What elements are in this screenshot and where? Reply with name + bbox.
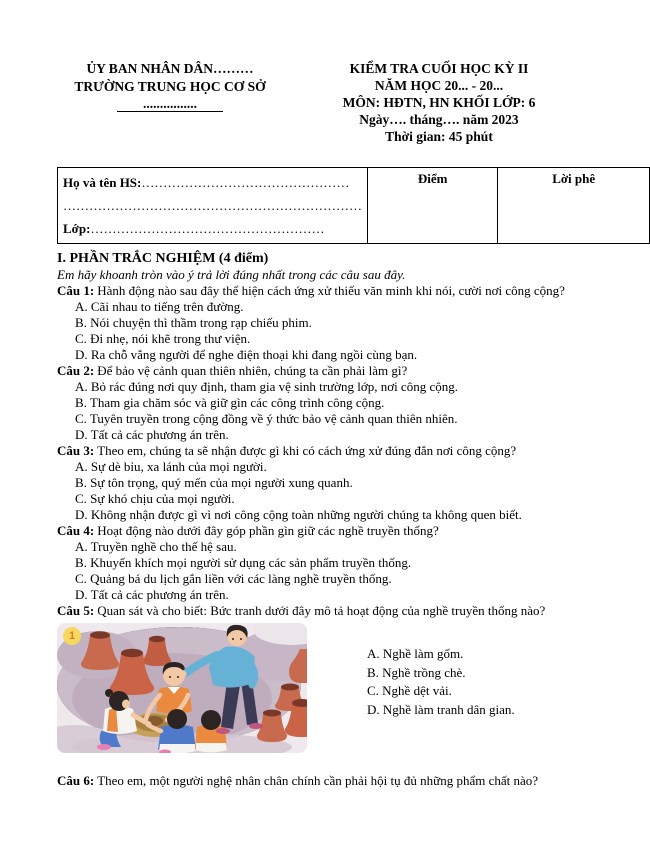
school-name-line: TRƯỜNG TRUNG HỌC CƠ SỞ (74, 78, 266, 94)
question-2-line (57, 363, 617, 379)
question-4-option-a: A. Truyền nghề cho thế hệ sau. (75, 539, 237, 554)
question-2-option-b: B. Tham gia chăm sóc và giữ gìn các công trình công cộng. (75, 395, 385, 410)
exam-title-line: KIỂM TRA CUỐI HỌC KỲ II (349, 61, 529, 76)
student-info-table (57, 167, 650, 244)
school-dots-line: ................ (117, 97, 223, 112)
student-name-dots: ………………………………………… (141, 175, 350, 190)
question-1-text: Hành động nào sau đây thể hiện cách ứng xử thiếu văn minh khi nói, cười nơi công cộng? (97, 283, 565, 298)
question-5-options (367, 645, 515, 719)
student-name-dots-2: …………………………………………………………… (63, 198, 362, 213)
remark-header: Lời phê (552, 171, 596, 186)
picture-number-badge: 1 (63, 627, 81, 645)
question-4-option-d: D. Tất cả các phương án trên. (75, 587, 229, 602)
question-1-line (57, 283, 617, 299)
duration-line: Thời gian: 45 phút (385, 129, 493, 144)
question-5-option-c: C. Nghề dệt vải. (367, 683, 452, 698)
question-3-text: Theo em, chúng ta sẽ nhận được gì khi có cách ứng xử đúng đắn nơi công cộng? (97, 443, 517, 458)
question-5-media-row (57, 619, 617, 761)
question-5-label: Câu 5: (57, 603, 95, 618)
question-5-line (57, 603, 617, 619)
question-5-option-d: D. Nghề làm tranh dân gian. (367, 701, 515, 717)
class-label: Lớp: (63, 221, 91, 236)
question-2-option-d: D. Tất cả các phương án trên. (75, 427, 229, 442)
quiz-section (57, 251, 617, 789)
question-2 (57, 363, 617, 443)
question-3-option-c: C. Sự khó chịu của mọi người. (75, 491, 235, 506)
question-4-line (57, 523, 617, 539)
question-1-option-d: D. Ra chỗ vắng người để nghe điện thoại khi đang ngồi cùng bạn. (75, 347, 418, 362)
question-3-label: Câu 3: (57, 443, 95, 458)
question-5 (57, 603, 617, 761)
student-name-cell (58, 168, 368, 244)
question-3-option-a: A. Sự dè bỉu, xa lánh của mọi người. (75, 459, 267, 474)
exam-title-block (305, 60, 573, 145)
score-header: Điểm (417, 171, 448, 186)
question-3-option-d: D. Không nhận được gì vì nơi công cộng toàn những người chúng ta không quen biết. (75, 507, 522, 522)
question-6 (57, 773, 617, 789)
pottery-craft-illustration (57, 623, 307, 753)
score-cell (368, 168, 498, 244)
question-6-text: Theo em, một người nghệ nhân chân chính cần phải hội tụ đủ những phẩm chất nào? (97, 773, 539, 788)
question-1-option-b: B. Nói chuyện thì thầm trong rạp chiếu phim. (75, 315, 312, 330)
question-4 (57, 523, 617, 603)
question-4-option-c: C. Quảng bá du lịch gắn liền với các làng nghề truyền thống. (75, 571, 392, 586)
class-dots: ……………………………………………… (90, 221, 325, 236)
subject-grade-line: MÔN: HĐTN, HN KHỐI LỚP: 6 (342, 95, 536, 110)
question-5-option-b: B. Nghề trồng chè. (367, 664, 466, 680)
question-2-option-c: C. Tuyên truyền trong cộng đồng về ý thức bảo vệ cảnh quan thiên nhiên. (75, 411, 458, 426)
question-4-text: Hoạt động nào dưới đây góp phần gìn giữ các nghề truyền thống? (97, 523, 439, 538)
section-instruction: Em hãy khoanh tròn vào ý trả lời đúng nhất trong các câu sau đây. (57, 267, 406, 282)
question-2-option-a: A. Bỏ rác đúng nơi quy định, tham gia vệ sinh trường lớp, nơi công cộng. (75, 379, 458, 394)
question-3-option-b: B. Sự tôn trọng, quý mến của mọi người xung quanh. (75, 475, 353, 490)
student-name-field (63, 171, 362, 194)
question-6-line (57, 773, 617, 789)
question-3-line (57, 443, 617, 459)
question-4-label: Câu 4: (57, 523, 95, 538)
question-6-label: Câu 6: (57, 773, 95, 788)
question-1-label: Câu 1: (57, 283, 95, 298)
question-5-option-a: A. Nghề làm gốm. (367, 646, 464, 661)
question-4-option-b: B. Khuyến khích mọi người sử dụng các sản phẩm truyền thống. (75, 555, 412, 570)
school-header-block (50, 60, 290, 113)
question-5-text: Quan sát và cho biết: Bức tranh dưới đây mô tả hoạt động của nghề truyền thống nào? (97, 603, 546, 618)
class-field (63, 217, 362, 240)
authority-line: ỦY BAN NHÂN DÂN……… (86, 61, 254, 76)
school-year-line: NĂM HỌC 20... - 20... (374, 78, 504, 93)
student-name-label: Họ và tên HS: (63, 175, 142, 190)
remark-cell (498, 168, 650, 244)
pottery-picture (57, 623, 307, 753)
question-2-text: Để bảo vệ cảnh quan thiên nhiên, chúng ta cần phải làm gì? (97, 363, 408, 378)
question-3 (57, 443, 617, 523)
question-1-option-a: A. Cãi nhau to tiếng trên đường. (75, 299, 244, 314)
question-1 (57, 283, 617, 363)
question-2-label: Câu 2: (57, 363, 95, 378)
date-line: Ngày…. tháng…. năm 2023 (359, 112, 519, 127)
question-1-option-c: C. Đi nhẹ, nói khẽ trong thư viện. (75, 331, 251, 346)
section-title: I. PHẦN TRẮC NGHIỆM (4 điểm) (57, 251, 269, 266)
